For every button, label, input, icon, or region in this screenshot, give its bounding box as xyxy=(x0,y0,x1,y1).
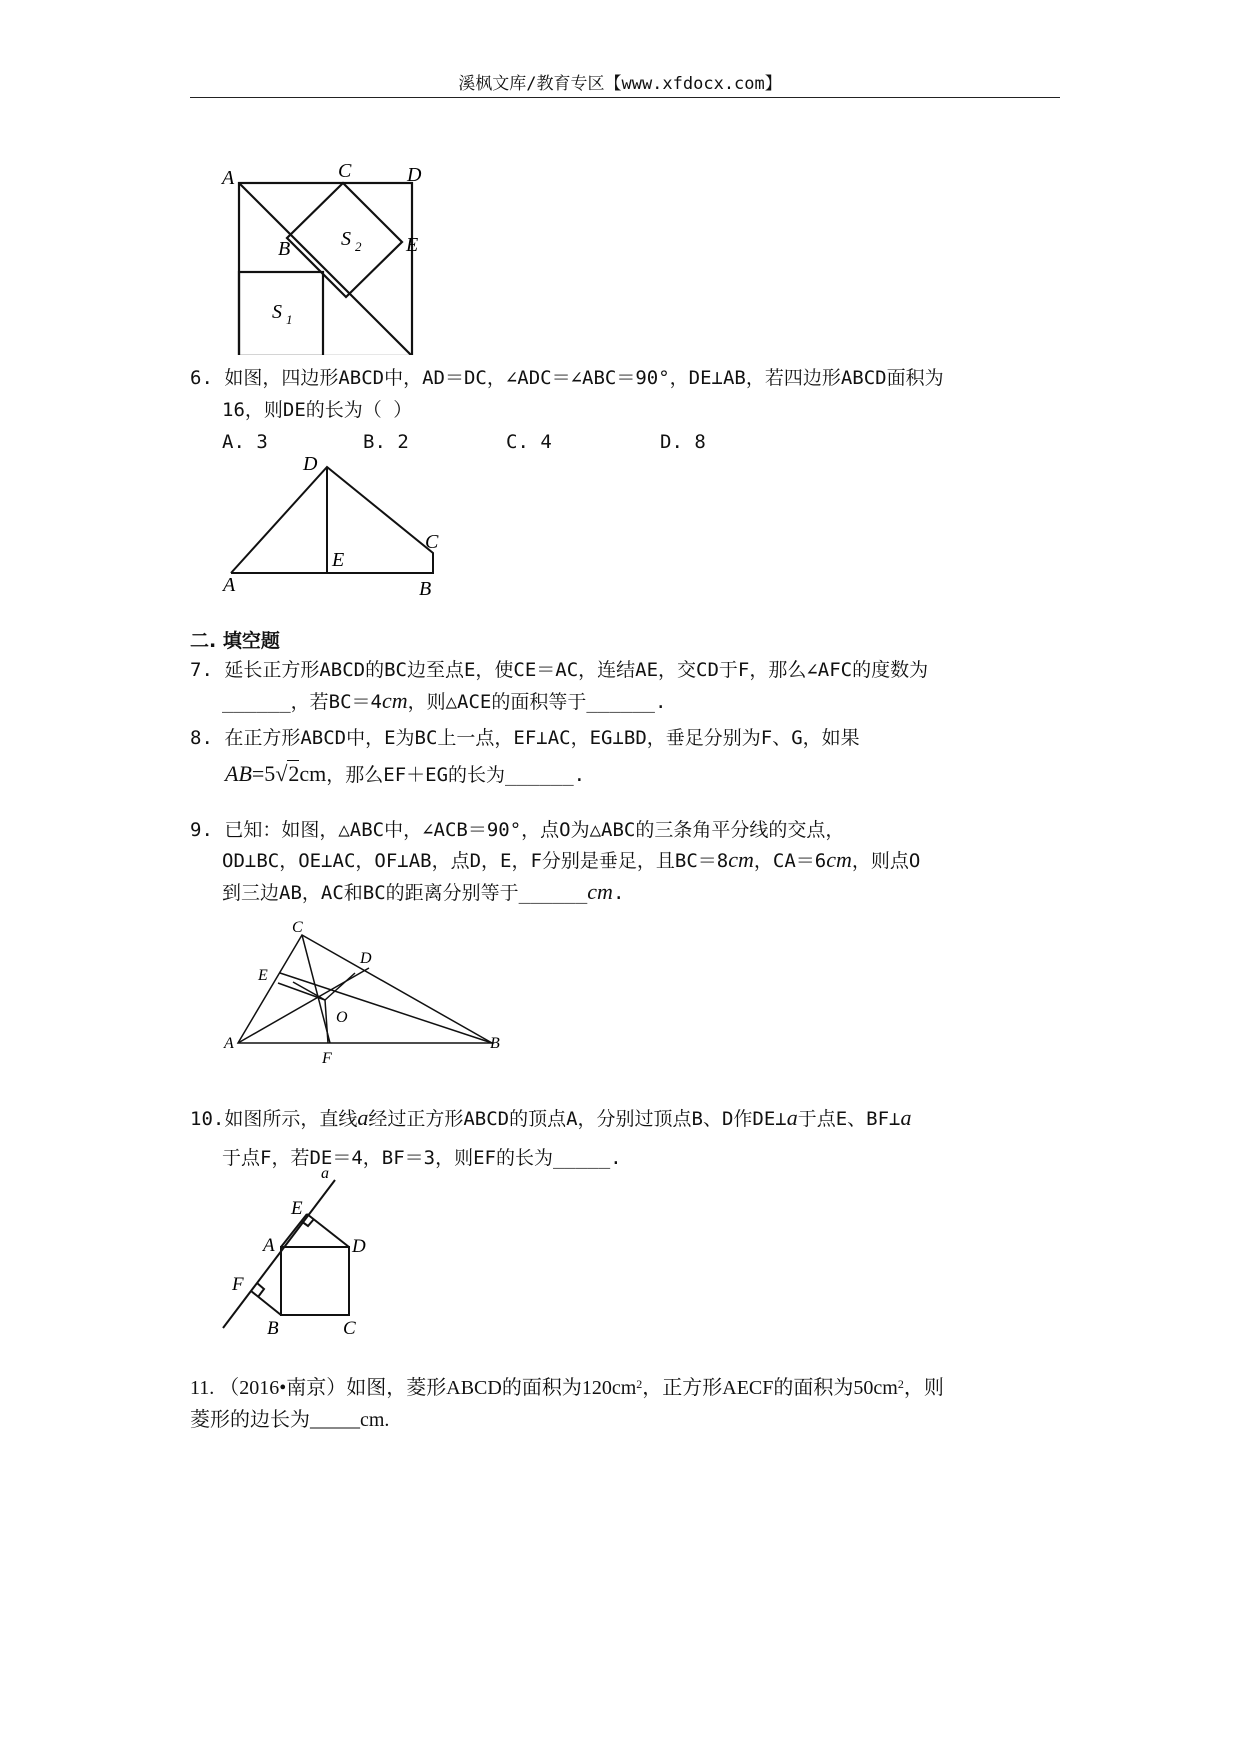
q7-line1: 7. 延长正方形ABCD的BC边至点E，使CE＝AC，连结AE，交CD于F，那么∠AFC的度数为 xyxy=(190,659,929,681)
segment-bf xyxy=(251,1291,281,1315)
header-rule xyxy=(190,97,1060,98)
q8-line2 xyxy=(225,762,585,787)
q11-line1-b: ，正方形AECF的面积为50cm xyxy=(642,1377,898,1399)
label-c: C xyxy=(343,1318,356,1338)
q8-radicand: 2 xyxy=(288,761,300,786)
q6-line2: 16，则DE的长为（ ） xyxy=(222,399,413,421)
q11-sup-2: 2 xyxy=(897,1377,904,1391)
figure-q9-triangle xyxy=(220,918,510,1068)
label-f: F xyxy=(232,1274,244,1295)
q8-cm: cm xyxy=(299,761,327,786)
label-f: F xyxy=(322,1050,332,1067)
diagonal-ad xyxy=(239,183,412,355)
q9-line3-b: . xyxy=(612,882,625,904)
q8-ab: AB xyxy=(225,761,252,786)
q10-a-3: a xyxy=(900,1105,912,1130)
label-c: C xyxy=(292,919,303,936)
label-s2: S xyxy=(341,228,351,250)
q10-line2: 于点F，若DE＝4，BF＝3，则EF的长为_____. xyxy=(222,1147,622,1169)
q10-line1-a: 10.如图所示，直线 xyxy=(190,1108,358,1130)
square-abcd xyxy=(281,1247,349,1315)
label-b: B xyxy=(419,578,432,600)
q9-unit-1: cm xyxy=(728,847,754,872)
figure-squares-s1-s2 xyxy=(210,155,430,355)
q9-unit-3: cm xyxy=(587,879,613,904)
q7-unit: cm xyxy=(381,688,408,713)
q8-line2-b: ，那么EF＋EG的长为______. xyxy=(326,764,586,786)
q8-eq: =5 xyxy=(251,761,276,786)
q7-line2-a: ______，若BC＝4 xyxy=(222,691,382,713)
figure-q10-square xyxy=(215,1168,385,1338)
q9-line1: 9. 已知：如图，△ABC中，∠ACB＝90°，点O为△ABC的三条角平分线的交点， xyxy=(190,819,845,841)
q9-line3-a: 到三边AB，AC和BC的距离分别等于______ xyxy=(222,882,588,904)
label-a: A xyxy=(224,1035,234,1052)
q11-line2: 菱形的边长为_____cm. xyxy=(190,1409,390,1431)
label-d: D xyxy=(352,1236,366,1257)
q11-line1 xyxy=(190,1376,944,1400)
label-b: B xyxy=(490,1035,500,1052)
q10-line1-b: 经过正方形ABCD的顶点A，分别过顶点B、D作DE⊥ xyxy=(368,1108,787,1130)
q9-line2-c: ，则点O xyxy=(851,850,921,872)
perp-of xyxy=(325,1000,328,1043)
label-s1-sub: 1 xyxy=(286,312,293,327)
q6-option-b: B. 2 xyxy=(363,431,409,453)
label-e: E xyxy=(406,234,419,256)
label-s2-sub: 2 xyxy=(355,239,362,254)
label-s1: S xyxy=(272,301,282,323)
label-c: C xyxy=(338,160,352,182)
label-d: D xyxy=(407,164,422,186)
q10-line1-c: 于点E、BF⊥ xyxy=(797,1108,901,1130)
q10-line1 xyxy=(190,1106,911,1131)
label-e: E xyxy=(258,967,268,984)
q9-line2-b: ，CA＝6 xyxy=(753,850,827,872)
q9-line2-a: OD⊥BC，OE⊥AC，OF⊥AB，点D，E，F分别是垂足，且BC＝8 xyxy=(222,850,729,872)
line-oc-extra xyxy=(293,982,325,1000)
label-e: E xyxy=(332,549,345,571)
label-line-a: a xyxy=(321,1168,329,1182)
label-c: C xyxy=(425,531,439,553)
q11-line1-a: 11. （2016•南京）如图，菱形ABCD的面积为120cm xyxy=(190,1377,637,1399)
label-d: D xyxy=(360,950,372,967)
q10-a-1: a xyxy=(357,1105,369,1130)
section-title: 二. 填空题 xyxy=(190,630,280,652)
q7-line2 xyxy=(222,689,666,714)
q9-unit-2: cm xyxy=(826,847,852,872)
label-a: A xyxy=(223,574,236,596)
right-angle-f xyxy=(257,1283,264,1297)
label-o: O xyxy=(336,1009,348,1026)
q6-option-a: A. 3 xyxy=(222,431,268,453)
header-text: 溪枫文库/教育专区【www.xfdocx.com】 xyxy=(458,74,782,94)
q6-option-d: D. 8 xyxy=(660,431,706,453)
q9-line3 xyxy=(222,880,624,905)
label-b: B xyxy=(267,1318,279,1338)
figure-q6-quadrilateral xyxy=(215,455,450,605)
q7-line2-b: ，则△ACE的面积等于______. xyxy=(407,691,667,713)
q11-sup-1: 2 xyxy=(636,1377,643,1391)
label-d: D xyxy=(303,455,318,475)
q11-line1-c: ，则 xyxy=(903,1377,944,1399)
page-header xyxy=(0,72,1240,96)
q10-a-2: a xyxy=(786,1105,798,1130)
q9-line2 xyxy=(222,848,920,873)
q6-option-c: C. 4 xyxy=(506,431,552,453)
line-a xyxy=(223,1180,335,1328)
q6-line1: 6. 如图，四边形ABCD中，AD＝DC，∠ADC＝∠ABC＝90°，DE⊥AB，若四边形ABCD面积为 xyxy=(190,367,944,389)
q8-sqrt: √2 xyxy=(275,761,300,786)
label-a: A xyxy=(263,1235,275,1256)
label-b: B xyxy=(278,238,291,260)
q8-line1: 8. 在正方形ABCD中，E为BC上一点，EF⊥AC，EG⊥BD，垂足分别为F、G，如果 xyxy=(190,727,860,749)
label-a: A xyxy=(222,167,235,189)
label-e: E xyxy=(291,1198,303,1219)
